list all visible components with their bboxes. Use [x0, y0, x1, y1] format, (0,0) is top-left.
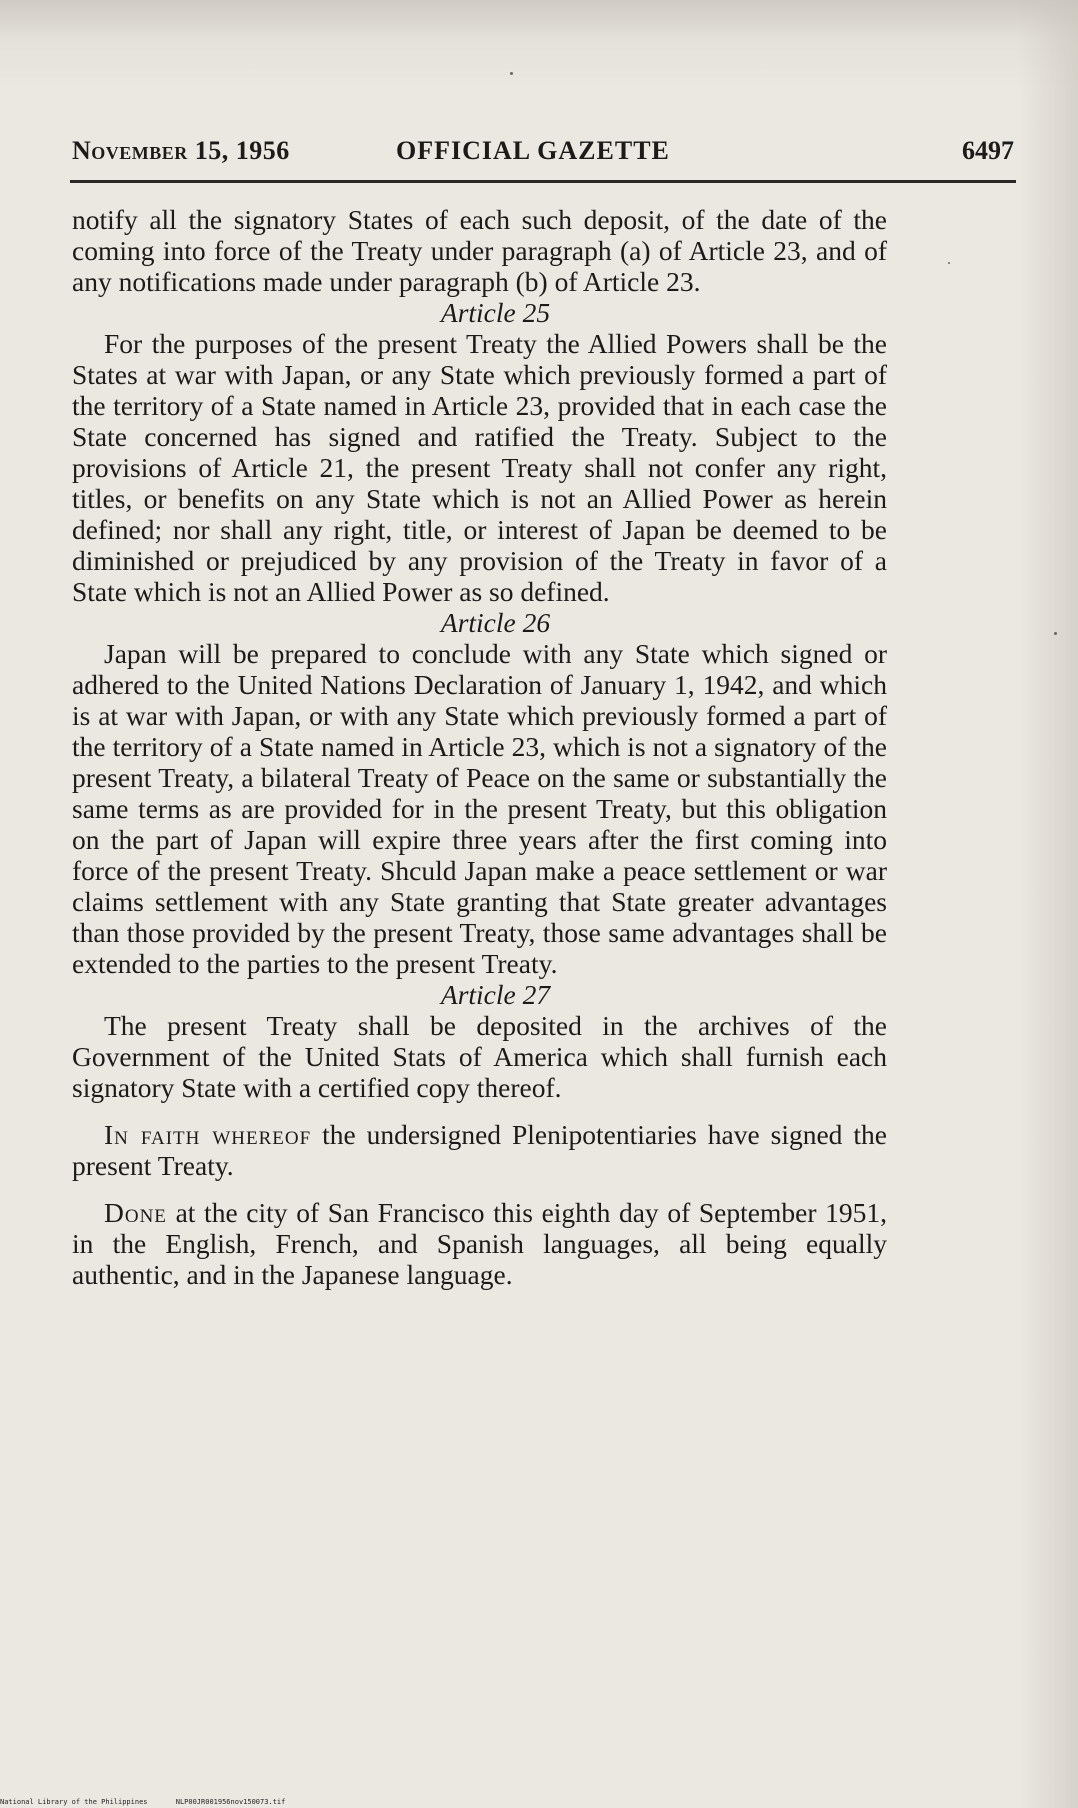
- header-rule: [70, 180, 1016, 183]
- scan-speck: [1054, 632, 1057, 635]
- article-26-heading: Article 26: [440, 607, 551, 638]
- article-27-heading: Article 27: [440, 979, 551, 1010]
- in-faith-lead: In faith whereof: [104, 1119, 312, 1150]
- page-header: [72, 136, 1014, 172]
- done-rest: at the city of San Francisco this eighth day of September 1951, in the English, French, and Spanish languages, all being equally authentic, and in the Japanese language.: [72, 1197, 887, 1290]
- done-lead: Done: [104, 1197, 167, 1228]
- document-body: [72, 204, 887, 1290]
- page-edge-shadow: [1018, 0, 1078, 1808]
- article-25-text: For the purposes of the present Treaty the Allied Powers shall be the States at war with Japan, or any State which previously formed a part of the territory of a State named in Article 23, provided that in each case the State concerned has signed and ratified the Treaty. Subject to the provisions of Article 21, the present Treaty shall not confer any right, titles, or benefits on any State which is not an Allied Power as herein defined; nor shall any right, title, or interest of Japan be deemed to be diminished or prejudiced by any provision of the Treaty in favor of a State which is not an Allied Power as so defined.: [72, 328, 887, 607]
- article-26-text: Japan will be prepared to conclude with any State which signed or adhered to the United Nations Declaration of January 1, 1942, and which is at war with Japan, or with any State which previously formed a part of the territory of a State named in Article 23, which is not a signatory of the present Treaty, a bilateral Treaty of Peace on the same or substantially the same terms as are provided for in the present Treaty, but this obligation on the part of Japan will expire three years after the first coming into force of the present Treaty. Shculd Japan make a peace settlement or war claims settlement with any State granting that State greater advantages than those provided by the present Treaty, those same advantages shall be extended to the parties to the present Treaty.: [72, 638, 887, 979]
- scan-footer: [0, 1798, 309, 1806]
- header-date: November 15, 1956: [72, 136, 290, 165]
- header-title: OFFICIAL GAZETTE: [396, 136, 670, 165]
- intro-paragraph: notify all the signatory States of each such deposit, of the date of the coming into force of the Treaty under paragraph (a) of Article 23, and of any notifications made under paragraph (b) of Article 23.: [72, 204, 887, 297]
- in-faith-rest: the undersigned Plenipotentiaries have signed the present Treaty.: [72, 1119, 887, 1181]
- done-paragraph: [72, 1197, 887, 1290]
- article-27-text: The present Treaty shall be deposited in the archives of the Government of the United Stats of America which shall furnish each signatory State with a certified copy thereof.: [72, 1010, 887, 1103]
- article-25-heading: Article 25: [440, 297, 551, 328]
- header-page-number: 6497: [962, 136, 1014, 165]
- scan-speck: [510, 72, 513, 75]
- footer-library: National Library of the Philippines: [0, 1798, 148, 1806]
- footer-filename: NLP00JR001956nov150073.tif: [175, 1798, 286, 1806]
- in-faith-paragraph: [72, 1119, 887, 1181]
- scan-speck: [948, 262, 950, 264]
